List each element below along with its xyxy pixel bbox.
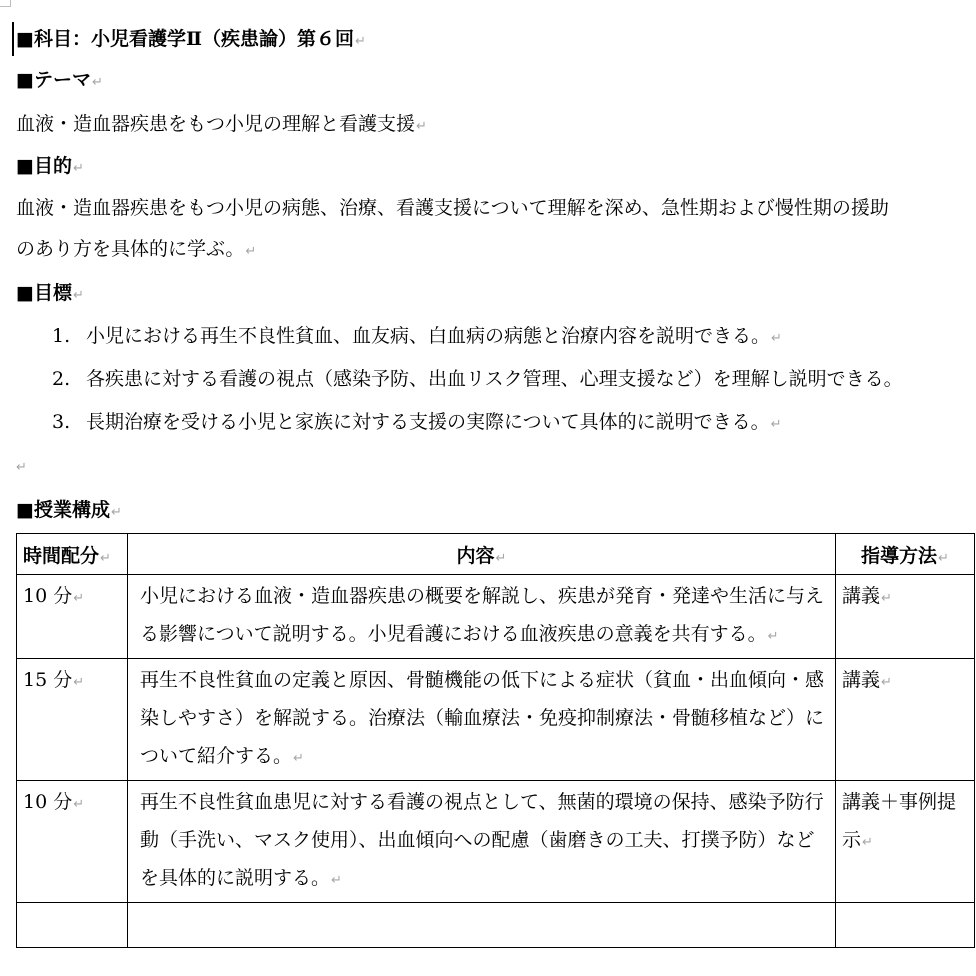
paragraph-mark-icon: ↵ <box>771 331 782 346</box>
structure-label-text: ■授業構成 <box>16 499 110 521</box>
goals-label-text: ■目標 <box>16 282 72 304</box>
lesson-structure-table <box>16 533 975 948</box>
paragraph-mark-icon: ↵ <box>495 550 507 566</box>
goal-item-number: 1. <box>52 325 71 347</box>
goal-item-1[interactable] <box>52 327 782 346</box>
table-row <box>17 903 975 948</box>
text-cursor <box>12 22 14 56</box>
goal-item-text: 各疾患に対する看護の視点（感染予防、出血リスク管理、心理支援など）を理解し説明できる。 <box>86 368 903 390</box>
row-method-cell[interactable] <box>836 575 975 659</box>
row-content-text: 再生不良性貧血患児に対する看護の視点として、無菌的環境の保持、感染予防行動（手洗い、マスク使用）、出血傾向への配慮（歯磨きの工夫、打撲予防）などを具体的に説明する。 <box>140 791 824 889</box>
paragraph-mark-icon: ↵ <box>862 835 873 850</box>
paragraph-mark-icon: ↵ <box>938 550 949 566</box>
table-row <box>17 575 975 659</box>
subject-heading[interactable] <box>16 30 366 49</box>
paragraph-mark-icon: ↵ <box>416 119 427 134</box>
purpose-text-line1-content: 血液・造血器疾患をもつ小児の病態、治療、看護支援について理解を深め、急性期および慢性期の援助 <box>16 197 889 219</box>
row-method-cell[interactable] <box>836 903 975 948</box>
header-content-text: 内容 <box>456 544 495 567</box>
row-content-text: 再生不良性貧血の定義と原因、骨髄機能の低下による症状（貧血・出血傾向・感染しやすさ）を解説する。治療法（輸血療法・免疫抑制療法・骨髄移植など）について紹介する。 <box>140 669 825 767</box>
paragraph-mark-icon: ↵ <box>100 550 111 566</box>
table-row <box>17 659 975 781</box>
theme-label-text: ■テーマ <box>16 69 91 91</box>
paragraph-mark-icon: ↵ <box>767 629 779 644</box>
purpose-text-line2[interactable] <box>16 240 256 259</box>
paragraph-mark-icon: ↵ <box>72 288 84 303</box>
theme-text-content: 血液・造血器疾患をもつ小児の理解と看護支援 <box>16 113 416 135</box>
row-content-text: 小児における血液・造血器疾患の概要を解説し、疾患が発育・発達や生活に与える影響について説明する。小児看護における血液疾患の意義を共有する。 <box>140 585 825 645</box>
row-time-cell[interactable] <box>17 575 128 659</box>
row-method-cell[interactable] <box>836 659 975 781</box>
row-method-text: 講義 <box>842 585 881 607</box>
header-time[interactable] <box>17 534 128 575</box>
table-header-row <box>17 534 975 575</box>
row-content-cell[interactable] <box>128 903 836 948</box>
goal-item-3[interactable] <box>52 413 782 432</box>
purpose-label[interactable] <box>16 157 84 176</box>
goal-item-number: 3. <box>52 411 71 433</box>
page-corner-mark <box>0 0 11 7</box>
header-time-text: 時間配分 <box>23 544 100 567</box>
purpose-text-line2-content: のあり方を具体的に学ぶ。 <box>16 238 245 260</box>
row-time-cell[interactable] <box>17 903 128 948</box>
theme-text[interactable] <box>16 115 427 134</box>
row-method-text: 講義＋事例提示 <box>842 791 957 851</box>
paragraph-mark-icon: ↵ <box>16 460 27 475</box>
empty-paragraph[interactable] <box>16 456 27 475</box>
paragraph-mark-icon: ↵ <box>881 675 892 690</box>
paragraph-mark-icon: ↵ <box>110 505 122 520</box>
paragraph-mark-icon: ↵ <box>770 417 782 432</box>
row-method-cell[interactable] <box>836 781 975 903</box>
paragraph-mark-icon: ↵ <box>73 675 85 690</box>
paragraph-mark-icon: ↵ <box>72 161 84 176</box>
goal-item-text: 長期治療を受ける小児と家族に対する支援の実際について具体的に説明できる。 <box>86 411 770 433</box>
paragraph-mark-icon: ↵ <box>73 797 85 812</box>
paragraph-mark-icon: ↵ <box>91 75 103 90</box>
subject-heading-text: ■科目：小児看護学Ⅱ（疾患論）第６回 <box>16 28 354 50</box>
purpose-text-line1[interactable] <box>16 199 889 218</box>
row-content-cell[interactable] <box>128 575 836 659</box>
goal-item-text: 小児における再生不良性貧血、血友病、白血病の病態と治療内容を説明できる。 <box>86 325 771 347</box>
theme-label[interactable] <box>16 71 103 90</box>
row-content-cell[interactable] <box>128 659 836 781</box>
row-time-text: 10 分 <box>23 791 73 813</box>
row-time-cell[interactable] <box>17 659 128 781</box>
paragraph-mark-icon: ↵ <box>293 751 304 766</box>
paragraph-mark-icon: ↵ <box>354 34 366 49</box>
paragraph-mark-icon: ↵ <box>331 873 342 888</box>
row-time-cell[interactable] <box>17 781 128 903</box>
paragraph-mark-icon: ↵ <box>245 244 257 259</box>
header-method-text: 指導方法 <box>861 544 938 567</box>
row-time-text: 15 分 <box>23 669 73 691</box>
goal-item-number: 2. <box>52 368 71 390</box>
paragraph-mark-icon: ↵ <box>881 591 892 606</box>
header-method[interactable] <box>836 534 975 575</box>
paragraph-mark-icon: ↵ <box>73 591 85 606</box>
purpose-label-text: ■目的 <box>16 155 72 177</box>
goal-item-2[interactable] <box>52 370 903 389</box>
row-method-text: 講義 <box>842 669 881 691</box>
header-content[interactable] <box>128 534 836 575</box>
goals-label[interactable] <box>16 284 84 303</box>
table-row <box>17 781 975 903</box>
row-time-text: 10 分 <box>23 585 73 607</box>
structure-label[interactable] <box>16 501 122 520</box>
row-content-cell[interactable] <box>128 781 836 903</box>
